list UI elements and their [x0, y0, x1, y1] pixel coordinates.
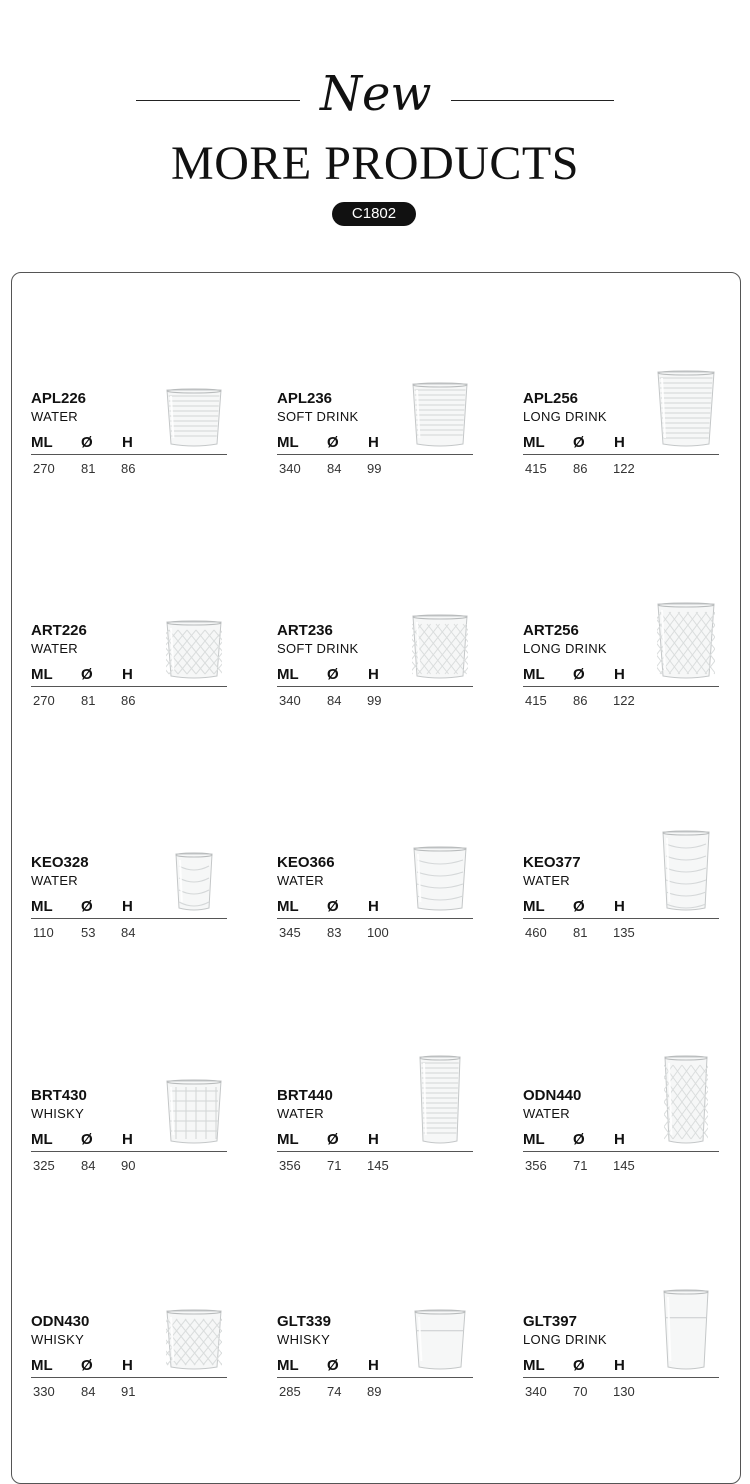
col-header-height: H: [614, 898, 625, 915]
col-header-diameter: Ø: [81, 1357, 93, 1374]
col-header-ml: ML: [31, 1131, 53, 1148]
value-height: 100: [367, 925, 389, 940]
value-ml: 356: [525, 1158, 547, 1173]
value-ml: 270: [33, 461, 55, 476]
value-diameter: 86: [573, 461, 588, 476]
col-header-ml: ML: [523, 898, 545, 915]
product-card: [523, 1087, 719, 1197]
product-usage: WATER: [523, 1106, 570, 1121]
value-height: 91: [121, 1384, 136, 1399]
glass-image: [166, 388, 222, 448]
col-header-ml: ML: [523, 434, 545, 451]
table-divider: [277, 686, 473, 687]
col-header-height: H: [614, 1131, 625, 1148]
value-ml: 110: [33, 925, 54, 940]
col-header-diameter: Ø: [327, 434, 339, 451]
value-ml: 340: [525, 1384, 547, 1399]
glass-image: [657, 370, 715, 448]
value-diameter: 81: [81, 461, 96, 476]
col-header-diameter: Ø: [81, 434, 93, 451]
value-ml: 415: [525, 461, 547, 476]
value-diameter: 81: [81, 693, 96, 708]
product-card: [277, 1313, 473, 1423]
product-card: [31, 1087, 227, 1197]
value-ml: 340: [279, 461, 301, 476]
value-height: 122: [613, 693, 635, 708]
product-usage: WHISKY: [277, 1332, 331, 1347]
product-usage: WATER: [523, 873, 570, 888]
value-diameter: 71: [327, 1158, 342, 1173]
product-code: APL256: [523, 390, 579, 407]
value-height: 99: [367, 461, 382, 476]
col-header-height: H: [122, 898, 133, 915]
product-code: ART256: [523, 622, 579, 639]
value-height: 135: [613, 925, 635, 940]
col-header-diameter: Ø: [573, 898, 585, 915]
product-usage: WHISKY: [31, 1106, 85, 1121]
glass-image: [664, 1055, 708, 1145]
product-code: ODN440: [523, 1087, 582, 1104]
col-header-height: H: [122, 666, 133, 683]
product-code: KEO377: [523, 854, 581, 871]
product-code: ART226: [31, 622, 87, 639]
header: [0, 0, 750, 240]
col-header-diameter: Ø: [327, 1131, 339, 1148]
script-new-heading: [310, 58, 440, 128]
col-header-ml: ML: [523, 1131, 545, 1148]
table-divider: [31, 1377, 227, 1378]
table-divider: [523, 1151, 719, 1152]
glass-image: [414, 1309, 466, 1371]
value-diameter: 84: [81, 1158, 96, 1173]
value-diameter: 70: [573, 1384, 588, 1399]
value-ml: 356: [279, 1158, 301, 1173]
page-title: MORE PRODUCTS: [171, 137, 579, 190]
value-diameter: 71: [573, 1158, 588, 1173]
table-divider: [277, 918, 473, 919]
glass-image: [413, 846, 467, 912]
col-header-height: H: [614, 1357, 625, 1374]
value-ml: 460: [525, 925, 547, 940]
col-header-height: H: [368, 1131, 379, 1148]
col-header-diameter: Ø: [573, 666, 585, 683]
product-code: BRT440: [277, 1087, 333, 1104]
table-divider: [277, 1377, 473, 1378]
glass-image: [412, 614, 468, 680]
product-usage: WHISKY: [31, 1332, 85, 1347]
table-divider: [523, 454, 719, 455]
right-divider: [451, 100, 614, 101]
value-height: 86: [121, 461, 136, 476]
product-usage: WATER: [277, 1106, 324, 1121]
product-code: BRT430: [31, 1087, 87, 1104]
product-usage: WATER: [277, 873, 324, 888]
col-header-ml: ML: [31, 898, 53, 915]
value-height: 145: [613, 1158, 635, 1173]
product-code: ODN430: [31, 1313, 90, 1330]
table-divider: [31, 1151, 227, 1152]
col-header-ml: ML: [31, 434, 53, 451]
col-header-height: H: [368, 666, 379, 683]
value-height: 130: [613, 1384, 635, 1399]
value-diameter: 84: [327, 693, 342, 708]
glass-image: [657, 602, 715, 680]
value-height: 86: [121, 693, 136, 708]
col-header-height: H: [614, 434, 625, 451]
table-divider: [277, 454, 473, 455]
value-height: 122: [613, 461, 635, 476]
value-diameter: 83: [327, 925, 342, 940]
col-header-height: H: [122, 1357, 133, 1374]
product-card: [523, 390, 719, 500]
glass-image: [419, 1055, 461, 1145]
product-code: APL226: [31, 390, 87, 407]
col-header-diameter: Ø: [573, 434, 585, 451]
table-divider: [523, 686, 719, 687]
product-card: [31, 622, 227, 732]
value-ml: 340: [279, 693, 301, 708]
col-header-diameter: Ø: [327, 666, 339, 683]
value-height: 99: [367, 693, 382, 708]
table-divider: [523, 1377, 719, 1378]
table-divider: [523, 918, 719, 919]
product-usage: WATER: [31, 409, 78, 424]
value-diameter: 53: [81, 925, 96, 940]
col-header-ml: ML: [277, 434, 299, 451]
product-usage: LONG DRINK: [523, 1332, 607, 1347]
col-header-height: H: [122, 434, 133, 451]
col-header-height: H: [368, 898, 379, 915]
glass-image: [166, 620, 222, 680]
col-header-diameter: Ø: [573, 1131, 585, 1148]
value-ml: 345: [279, 925, 301, 940]
glass-image: [166, 1309, 222, 1371]
product-card: [31, 390, 227, 500]
value-diameter: 81: [573, 925, 588, 940]
col-header-ml: ML: [277, 898, 299, 915]
product-card: [277, 1087, 473, 1197]
col-header-ml: ML: [277, 666, 299, 683]
product-usage: WATER: [31, 641, 78, 656]
value-ml: 270: [33, 693, 55, 708]
product-card: [277, 390, 473, 500]
col-header-diameter: Ø: [81, 898, 93, 915]
svg-text:New: New: [320, 66, 432, 122]
value-ml: 415: [525, 693, 547, 708]
col-header-height: H: [368, 434, 379, 451]
left-divider: [136, 100, 300, 101]
value-ml: 330: [33, 1384, 55, 1399]
value-diameter: 84: [327, 461, 342, 476]
table-divider: [31, 918, 227, 919]
product-code: KEO366: [277, 854, 335, 871]
product-card: [277, 854, 473, 964]
glass-image: [175, 852, 213, 912]
product-usage: WATER: [31, 873, 78, 888]
value-ml: 325: [33, 1158, 55, 1173]
table-divider: [31, 686, 227, 687]
col-header-diameter: Ø: [81, 1131, 93, 1148]
table-divider: [277, 1151, 473, 1152]
glass-image: [412, 382, 468, 448]
value-diameter: 86: [573, 693, 588, 708]
col-header-diameter: Ø: [327, 898, 339, 915]
glass-image: [166, 1079, 222, 1145]
col-header-diameter: Ø: [81, 666, 93, 683]
product-card: [31, 854, 227, 964]
product-code: GLT339: [277, 1313, 331, 1330]
value-ml: 285: [279, 1384, 301, 1399]
glass-image: [663, 1289, 709, 1371]
product-usage: SOFT DRINK: [277, 641, 359, 656]
col-header-ml: ML: [523, 1357, 545, 1374]
value-diameter: 74: [327, 1384, 342, 1399]
col-header-ml: ML: [277, 1131, 299, 1148]
value-height: 145: [367, 1158, 389, 1173]
value-diameter: 84: [81, 1384, 96, 1399]
col-header-ml: ML: [31, 666, 53, 683]
table-divider: [31, 454, 227, 455]
catalog-code-badge: C1802: [332, 202, 416, 226]
col-header-height: H: [614, 666, 625, 683]
col-header-diameter: Ø: [327, 1357, 339, 1374]
product-usage: LONG DRINK: [523, 409, 607, 424]
col-header-height: H: [368, 1357, 379, 1374]
product-card: [523, 622, 719, 732]
col-header-ml: ML: [523, 666, 545, 683]
product-usage: SOFT DRINK: [277, 409, 359, 424]
product-code: ART236: [277, 622, 333, 639]
value-height: 90: [121, 1158, 136, 1173]
product-card: [523, 854, 719, 964]
product-card: [277, 622, 473, 732]
product-usage: LONG DRINK: [523, 641, 607, 656]
col-header-diameter: Ø: [573, 1357, 585, 1374]
glass-image: [662, 830, 710, 912]
product-card: [31, 1313, 227, 1423]
col-header-ml: ML: [277, 1357, 299, 1374]
product-code: KEO328: [31, 854, 89, 871]
product-code: GLT397: [523, 1313, 577, 1330]
product-code: APL236: [277, 390, 333, 407]
value-height: 89: [367, 1384, 382, 1399]
product-card: [523, 1313, 719, 1423]
value-height: 84: [121, 925, 136, 940]
col-header-ml: ML: [31, 1357, 53, 1374]
col-header-height: H: [122, 1131, 133, 1148]
